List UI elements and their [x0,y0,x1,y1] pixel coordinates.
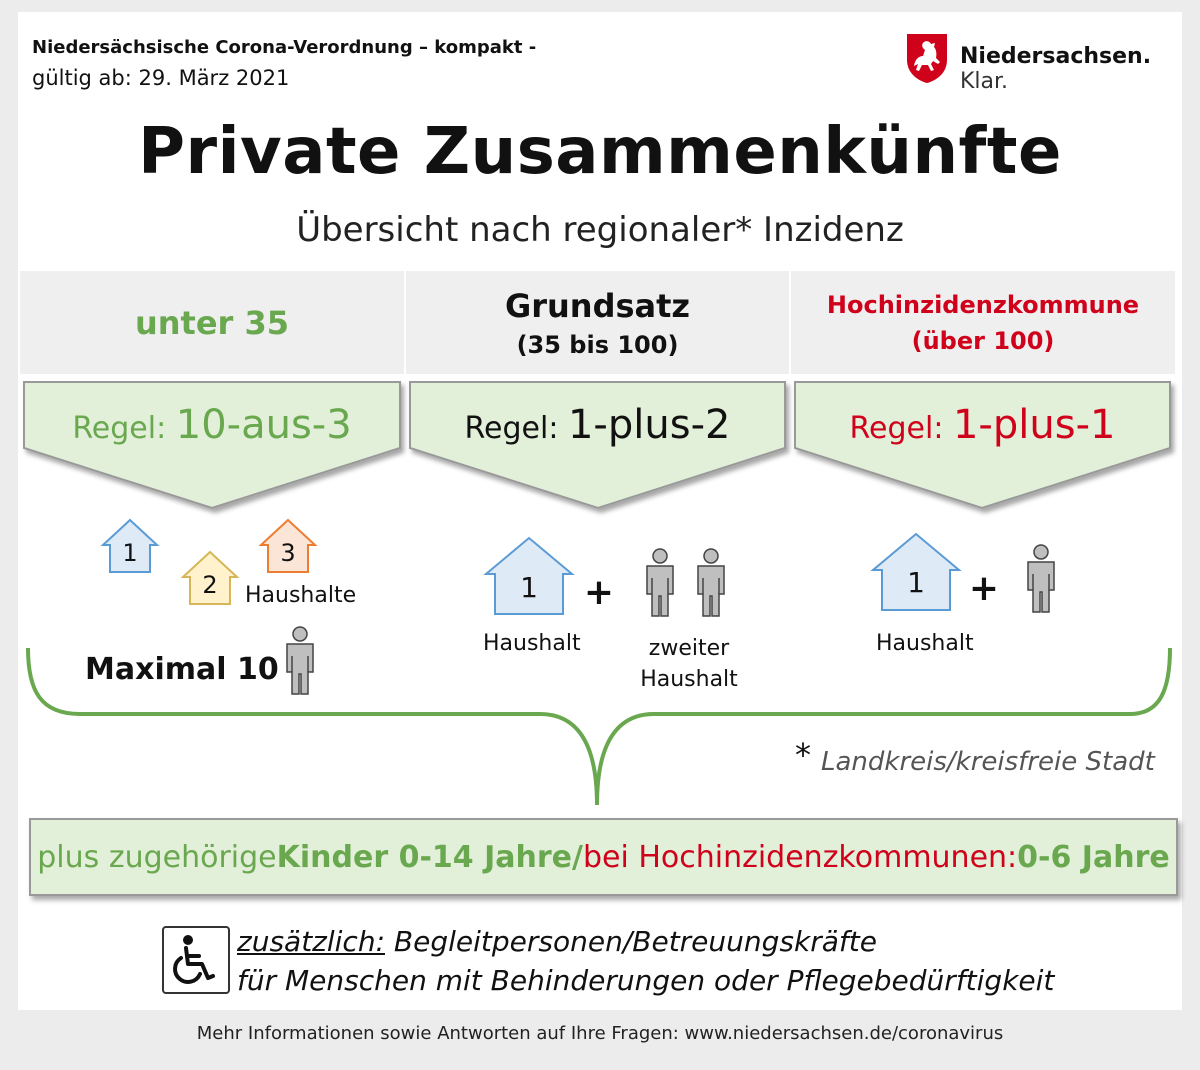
person-icon [647,549,673,616]
page-subtitle: Übersicht nach regionaler* Inzidenz [296,210,904,250]
column-head-title: Grundsatz [504,286,691,325]
rule-value: 10-aus-3 [175,402,352,448]
page-title: Private Zusammenkünfte [138,115,1062,189]
header-line1: Niedersächsische Corona-Verordnung – kompakt - [32,37,537,58]
haushalte-label: Haushalte [245,583,357,608]
house-number: 2 [202,571,218,599]
house-number: 1 [907,566,925,599]
second-household-line1: zweiter [648,636,730,661]
wheelchair-icon [164,928,228,992]
rule-label-2 [410,402,785,452]
plus-sign: + [583,572,615,613]
person-icon [287,627,313,694]
footnote-star: * [795,736,811,774]
haushalt-label: Haushalt [483,631,581,656]
plus-sign: + [968,568,1000,609]
column-head-subtitle: (über 100) [911,326,1055,355]
house-number: 3 [280,539,296,567]
additional-info-line1 [237,922,1054,961]
kids-part4: 0-6 Jahre [1017,839,1170,875]
house-number: 1 [122,539,138,567]
kids-part2: Kinder 0-14 Jahre/ [276,839,583,875]
person-icon [1028,545,1054,612]
column-head-title: unter 35 [134,303,289,342]
rule-prefix: Regel: [72,411,167,446]
kids-banner [29,818,1178,896]
wheelchair-icon-box [162,926,230,994]
kids-part1: plus zugehörige [37,839,277,875]
logo-bold-text: Niedersachsen. [960,44,1152,69]
column-head-subtitle: (35 bis 100) [516,330,679,359]
rule-value: 1-plus-1 [952,402,1116,448]
additional-info [237,922,1054,1000]
person-icon [698,549,724,616]
rule-label-3 [795,402,1170,452]
footnote [795,736,1155,777]
footnote-text: Landkreis/kreisfreie Stadt [821,747,1155,777]
haushalt-label: Haushalt [876,631,974,656]
header-line2: gültig ab: 29. März 2021 [32,66,290,90]
rule-prefix: Regel: [849,411,944,446]
second-household-line2: Haushalt [640,667,738,692]
additional-info-line1-rest: Begleitpersonen/Betreuungskräfte [385,925,877,958]
rule-value: 1-plus-2 [567,402,731,448]
column-head-title: Hochinzidenzkommune [826,290,1140,319]
footer-text: Mehr Informationen sowie Antworten auf Ihre Fragen: www.niedersachsen.de/coronavirus [196,1023,1004,1044]
kids-part3: bei Hochinzidenzkommunen: [582,839,1018,875]
rule-prefix: Regel: [464,411,559,446]
rule-label-1 [22,402,402,452]
maximal-label: Maximal 10 [85,652,279,687]
additional-info-underlined: zusätzlich: [237,925,385,958]
additional-info-line2: für Menschen mit Behinderungen oder Pflegebedürftigkeit [237,964,1055,997]
second-household-label [640,633,738,695]
house-number: 1 [520,571,538,604]
logo-light-text: Klar. [960,69,1009,94]
